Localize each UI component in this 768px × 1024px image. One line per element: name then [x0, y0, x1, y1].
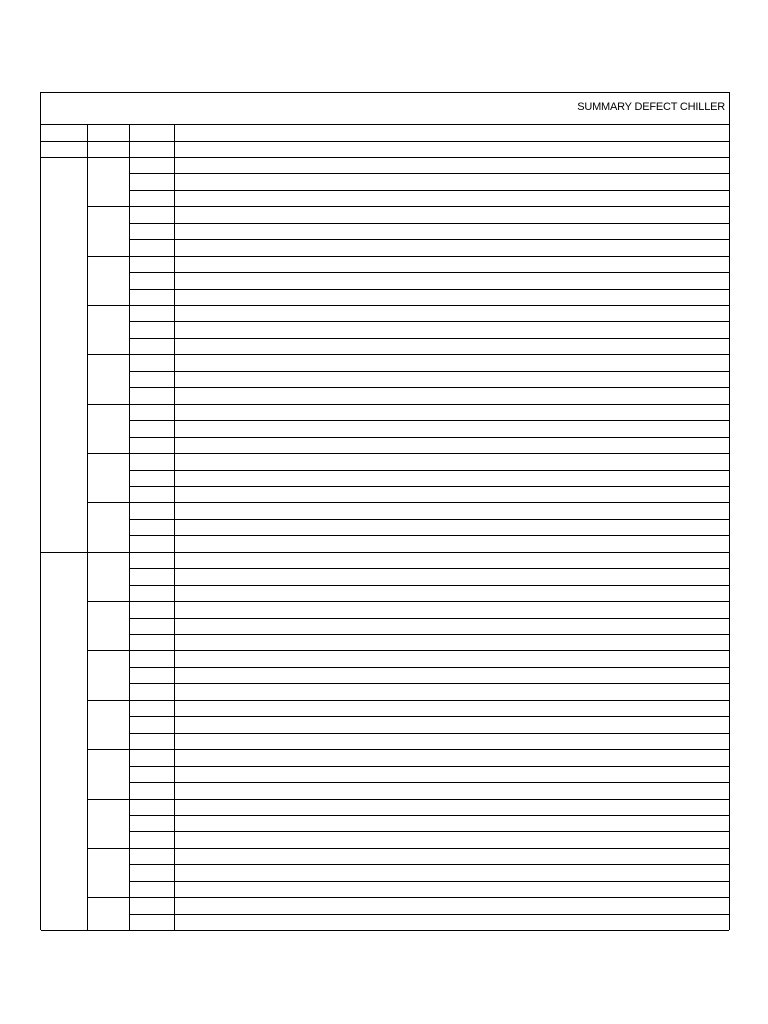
circuit-number [130, 537, 174, 553]
grid-line-h [130, 864, 729, 865]
circuit-number [130, 668, 174, 684]
chiller-number [88, 867, 127, 881]
summary-cell [175, 899, 727, 915]
grid-line-h [88, 256, 130, 257]
summary-cell [175, 274, 727, 290]
header-zona [41, 144, 87, 160]
header-summary [175, 144, 728, 160]
grid-line-h [130, 930, 729, 931]
grid-line-h [88, 453, 130, 454]
circuit-number [130, 241, 174, 257]
chiller-number [88, 176, 127, 190]
circuit-number [130, 290, 174, 306]
summary-cell [175, 685, 727, 701]
grid-line-h [88, 897, 130, 898]
grid-line-h [130, 634, 729, 635]
chiller-number [88, 570, 127, 584]
summary-cell [175, 701, 727, 717]
circuit-number [130, 718, 174, 734]
circuit-number [130, 175, 174, 191]
grid-line-h [41, 141, 729, 142]
summary-cell [175, 455, 727, 471]
grid-line-h [130, 502, 729, 503]
chiller-number [88, 719, 127, 733]
grid-line-h [130, 815, 729, 816]
circuit-number [130, 487, 174, 503]
summary-cell [175, 603, 727, 619]
grid-line-h [130, 354, 729, 355]
grid-line-h [88, 700, 130, 701]
zone-label [41, 348, 87, 362]
grid-line-h [130, 683, 729, 684]
grid-line-h [130, 782, 729, 783]
grid-line-h [41, 552, 88, 553]
spreadsheet [40, 92, 730, 930]
grid-line-h [41, 930, 88, 931]
circuit-number [130, 323, 174, 339]
grid-line-h [130, 897, 729, 898]
circuit-number [130, 915, 174, 931]
summary-cell [175, 224, 727, 240]
sheet-title: SUMMARY DEFECT CHILLER [577, 101, 725, 113]
chiller-number [88, 817, 127, 831]
grid-line-h [130, 749, 729, 750]
grid-line-h [88, 848, 130, 849]
grid-line-h [130, 601, 729, 602]
circuit-number [130, 734, 174, 750]
grid-line-v [129, 125, 130, 931]
circuit-number [130, 504, 174, 520]
grid-line-h [130, 420, 729, 421]
summary-cell [175, 241, 727, 257]
circuit-number [130, 339, 174, 355]
circuit-number [130, 422, 174, 438]
grid-line-h [130, 272, 729, 273]
zone-label [41, 735, 87, 749]
grid-line-h [130, 239, 729, 240]
chiller-number [88, 669, 127, 683]
circuit-number [130, 800, 174, 816]
circuit-number [130, 438, 174, 454]
summary-cell [175, 487, 727, 503]
grid-line-h [88, 354, 130, 355]
summary-cell [175, 191, 727, 207]
circuit-number [130, 603, 174, 619]
chiller-number [88, 472, 127, 486]
summary-cell [175, 734, 727, 750]
grid-line-h [88, 749, 130, 750]
circuit-number [130, 882, 174, 898]
grid-line-h [88, 404, 130, 405]
summary-cell [175, 833, 727, 849]
summary-cell [175, 504, 727, 520]
summary-cell [175, 882, 727, 898]
summary-cell [175, 767, 727, 783]
summary-cell [175, 537, 727, 553]
circuit-number [130, 274, 174, 290]
grid-line-h [88, 552, 130, 553]
chiller-number [88, 422, 127, 436]
circuit-number [130, 849, 174, 865]
grid-line-h [88, 601, 130, 602]
circuit-number [130, 224, 174, 240]
summary-cell [175, 866, 727, 882]
circuit-number [130, 701, 174, 717]
circuit-number [130, 520, 174, 536]
circuit-number [130, 784, 174, 800]
grid-line-v [87, 125, 88, 931]
grid-line-h [88, 305, 130, 306]
grid-line-h [130, 206, 729, 207]
chiller-number [88, 324, 127, 338]
grid-line-h [88, 930, 130, 931]
summary-cell [175, 323, 727, 339]
circuit-number [130, 767, 174, 783]
summary-cell [175, 520, 727, 536]
summary-cell [175, 208, 727, 224]
summary-cell [175, 290, 727, 306]
grid-line-h [130, 321, 729, 322]
summary-cell [175, 257, 727, 273]
grid-line-v [174, 125, 175, 931]
summary-cell [175, 751, 727, 767]
chiller-number [88, 908, 127, 922]
chiller-number [88, 225, 127, 239]
summary-cell [175, 570, 727, 586]
summary-cell [175, 668, 727, 684]
summary-cell [175, 389, 727, 405]
chiller-number [88, 274, 127, 288]
header-circuit [130, 144, 174, 160]
summary-cell [175, 339, 727, 355]
summary-cell [175, 915, 727, 931]
circuit-number [130, 191, 174, 207]
grid-line-h [130, 535, 729, 536]
summary-cell [175, 372, 727, 388]
grid-line-h [130, 568, 729, 569]
circuit-number [130, 833, 174, 849]
summary-cell [175, 438, 727, 454]
grid-line-h [130, 305, 729, 306]
grid-line-h [130, 650, 729, 651]
summary-cell [175, 849, 727, 865]
circuit-number [130, 372, 174, 388]
summary-cell [175, 800, 727, 816]
circuit-number [130, 866, 174, 882]
summary-cell [175, 718, 727, 734]
circuit-number [130, 619, 174, 635]
circuit-number [130, 553, 174, 569]
circuit-number [130, 899, 174, 915]
summary-cell [175, 619, 727, 635]
summary-cell [175, 553, 727, 569]
circuit-number [130, 685, 174, 701]
circuit-number [130, 471, 174, 487]
grid-line-h [88, 799, 130, 800]
header-chiller [88, 144, 129, 160]
grid-line-h [88, 650, 130, 651]
grid-line-h [130, 453, 729, 454]
chiller-number [88, 768, 127, 782]
grid-line-h [130, 831, 729, 832]
summary-cell [175, 356, 727, 372]
circuit-number [130, 208, 174, 224]
summary-cell [175, 471, 727, 487]
circuit-number [130, 257, 174, 273]
circuit-number [130, 389, 174, 405]
grid-line-h [130, 716, 729, 717]
circuit-number [130, 356, 174, 372]
circuit-number [130, 570, 174, 586]
chiller-number [88, 373, 127, 387]
summary-cell [175, 175, 727, 191]
summary-cell [175, 422, 727, 438]
circuit-number [130, 751, 174, 767]
chiller-number [88, 620, 127, 634]
circuit-number [130, 586, 174, 602]
grid-line-h [130, 173, 729, 174]
circuit-number [130, 652, 174, 668]
grid-line-h [88, 206, 130, 207]
title-row [41, 93, 729, 125]
grid-line-h [130, 387, 729, 388]
summary-cell [175, 586, 727, 602]
chiller-number [88, 521, 127, 535]
grid-line-h [88, 502, 130, 503]
summary-cell [175, 784, 727, 800]
summary-cell [175, 405, 727, 421]
circuit-number [130, 455, 174, 471]
summary-cell [175, 652, 727, 668]
circuit-number [130, 405, 174, 421]
